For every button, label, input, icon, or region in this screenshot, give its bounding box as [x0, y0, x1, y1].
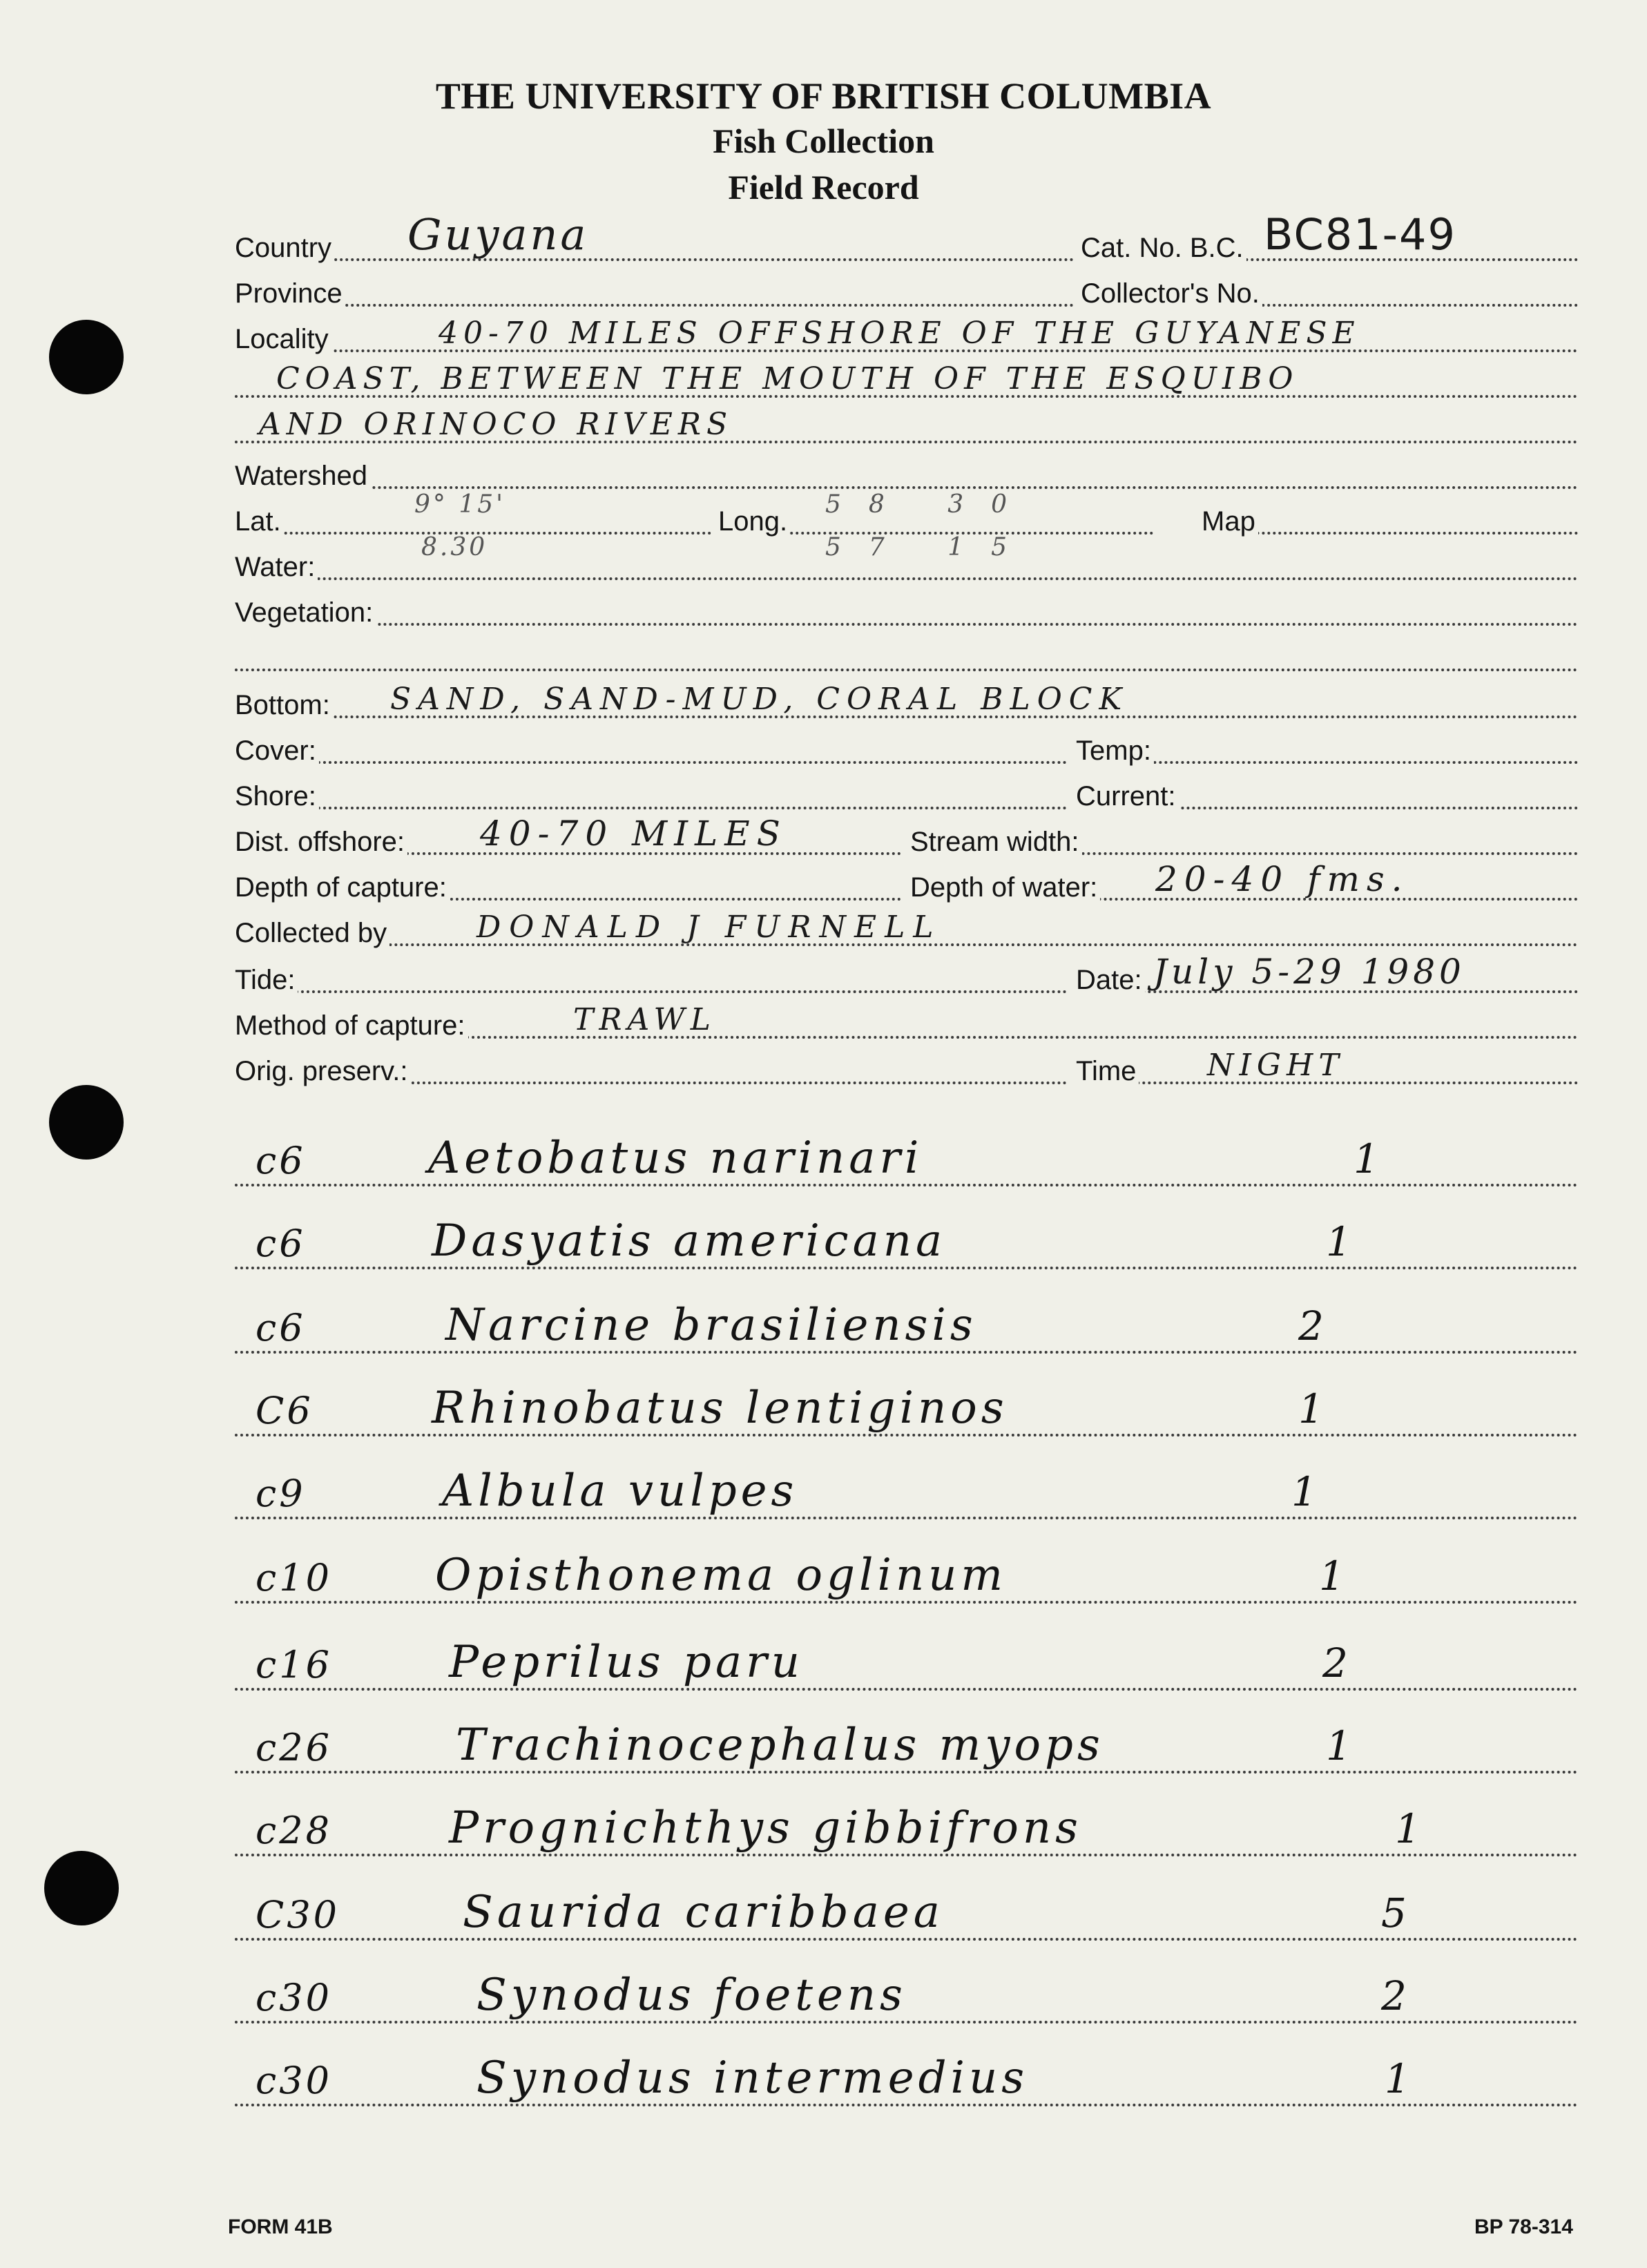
specimen-row — [235, 1209, 1578, 1278]
lat-value-1: 9° 15' — [414, 490, 506, 519]
specimen-code: c6 — [256, 1306, 306, 1349]
specimen-count: 1 — [1354, 1135, 1379, 1182]
specimen-count: 1 — [1319, 1553, 1345, 1599]
bottom-value: SAND, SAND-MUD, CORAL BLOCK — [390, 682, 1129, 717]
depth-water-label: Depth of water: — [910, 872, 1100, 903]
tide-label: Tide: — [235, 965, 298, 996]
specimen-count: 2 — [1298, 1303, 1324, 1349]
specimen-count: 1 — [1291, 1468, 1317, 1515]
long-value-2: 57 15 — [825, 533, 1035, 561]
province-row — [235, 273, 1578, 315]
specimen-row — [235, 2046, 1578, 2115]
time-label: Time — [1076, 1056, 1139, 1087]
vegetation-row-2 — [235, 638, 1578, 680]
form-number: FORM 41B — [228, 2216, 333, 2238]
cat-no-label: Cat. No. B.C. — [1081, 233, 1246, 264]
cat-no-value: BC81-49 — [1264, 209, 1456, 260]
specimen-count: 1 — [1326, 1722, 1351, 1769]
cover-row — [235, 731, 1578, 772]
record-title: Field Record — [728, 168, 919, 206]
specimen-name: Synodus intermedius — [476, 2053, 1029, 2104]
bottom-label: Bottom: — [235, 690, 333, 721]
specimen-name: Opisthonema oglinum — [435, 1550, 1008, 1601]
shore-row — [235, 776, 1578, 818]
specimen-code: c30 — [256, 2059, 332, 2102]
dist-offshore-row — [235, 814, 1578, 863]
specimen-name: Narcine brasiliensis — [445, 1300, 977, 1351]
long-value-1: 58 30 — [825, 490, 1035, 519]
specimen-code: c6 — [256, 1139, 306, 1182]
current-label: Current: — [1076, 781, 1179, 812]
collected-by-value: DONALD J FURNELL — [476, 910, 942, 945]
locality-label: Locality — [235, 324, 331, 355]
specimen-code: c26 — [256, 1726, 332, 1769]
collected-by-label: Collected by — [235, 918, 389, 949]
shore-label: Shore: — [235, 781, 319, 812]
dist-offshore-value: 40-70 MILES — [480, 814, 787, 854]
specimen-count: 1 — [1298, 1385, 1324, 1432]
vegetation-label: Vegetation: — [235, 597, 376, 628]
depth-water-value: 20-40 fms. — [1155, 859, 1409, 899]
bottom-row — [235, 682, 1578, 727]
temp-label: Temp: — [1076, 736, 1154, 767]
specimen-code: c16 — [256, 1643, 332, 1686]
specimen-code: c6 — [256, 1222, 306, 1265]
lat-label: Lat. — [235, 506, 284, 537]
specimen-row — [235, 1126, 1578, 1195]
date-label: Date: — [1076, 965, 1145, 996]
water-label: Water: — [235, 552, 318, 583]
specimen-count: 1 — [1326, 1218, 1351, 1265]
orig-preserv-label: Orig. preserv.: — [235, 1056, 410, 1087]
specimen-name: Saurida caribbaea — [463, 1887, 944, 1938]
locality-row-3 — [235, 407, 1578, 452]
collectors-no-label: Collector's No. — [1081, 278, 1262, 309]
punch-hole-bottom — [44, 1851, 119, 1925]
locality-row-2 — [235, 361, 1578, 406]
specimen-row — [235, 1293, 1578, 1362]
country-value: Guyana — [407, 209, 589, 260]
cover-label: Cover: — [235, 736, 319, 767]
specimen-name: Dasyatis americana — [432, 1215, 947, 1267]
long-label: Long. — [718, 506, 790, 537]
preserv-row — [235, 1048, 1578, 1093]
specimen-code: c28 — [256, 1809, 332, 1852]
locality-line-1: 40-70 MILES OFFSHORE OF THE GUYANESE — [439, 316, 1360, 351]
stream-width-label: Stream width: — [910, 827, 1082, 858]
country-label: Country — [235, 233, 334, 264]
tide-row — [235, 952, 1578, 1001]
map-label: Map — [1202, 506, 1258, 537]
specimen-row — [235, 1963, 1578, 2032]
specimen-count: 2 — [1381, 1972, 1407, 2019]
specimen-row — [235, 1796, 1578, 1865]
locality-line-3: AND ORINOCO RIVERS — [259, 407, 733, 442]
specimen-code: c9 — [256, 1472, 306, 1515]
date-value: July 5-29 1980 — [1153, 952, 1465, 992]
method-value: TRAWL — [573, 1002, 716, 1037]
locality-line-2: COAST, BETWEEN THE MOUTH OF THE ESQUIBO — [276, 361, 1299, 396]
specimen-count: 1 — [1395, 1805, 1420, 1852]
water-row — [235, 547, 1578, 588]
depth-capture-label: Depth of capture: — [235, 872, 450, 903]
collection-title: Fish Collection — [713, 122, 934, 160]
specimen-count: 5 — [1381, 1890, 1407, 1937]
print-code: BP 78-314 — [1474, 2216, 1573, 2238]
collected-by-row — [235, 910, 1578, 954]
method-row — [235, 1002, 1578, 1047]
specimen-name: Albula vulpes — [442, 1465, 798, 1517]
specimen-code: c30 — [256, 1976, 332, 2019]
specimen-name: Aetobatus narinari — [428, 1133, 923, 1184]
specimen-name: Prognichthys gibbifrons — [449, 1803, 1082, 1854]
specimen-name: Synodus foetens — [476, 1970, 907, 2021]
specimen-row — [235, 1376, 1578, 1445]
punch-hole-middle — [49, 1085, 124, 1160]
punch-hole-top — [49, 320, 124, 394]
depth-row — [235, 859, 1578, 909]
dist-offshore-label: Dist. offshore: — [235, 827, 407, 858]
province-label: Province — [235, 278, 345, 309]
specimen-name: Trachinocephalus myops — [456, 1720, 1104, 1771]
specimen-count: 1 — [1385, 2055, 1410, 2102]
specimen-row — [235, 1459, 1578, 1528]
specimen-row — [235, 1880, 1578, 1949]
specimen-code: c10 — [256, 1556, 332, 1599]
watershed-label: Watershed — [235, 461, 370, 492]
university-title: THE UNIVERSITY OF BRITISH COLUMBIA — [435, 75, 1212, 117]
vegetation-row — [235, 593, 1578, 634]
time-value: NIGHT — [1207, 1048, 1345, 1083]
specimen-name: Peprilus paru — [449, 1637, 804, 1688]
specimen-row — [235, 1630, 1578, 1699]
specimen-code: C30 — [256, 1893, 340, 1937]
country-row — [235, 209, 1578, 269]
method-label: Method of capture: — [235, 1010, 468, 1041]
specimen-code: C6 — [256, 1389, 314, 1432]
lat-value-2: 8.30 — [421, 533, 488, 561]
specimen-row — [235, 1543, 1578, 1612]
specimen-count: 2 — [1322, 1640, 1348, 1686]
specimen-name: Rhinobatus lentiginos — [432, 1383, 1008, 1434]
locality-row — [235, 316, 1578, 361]
specimen-row — [235, 1713, 1578, 1782]
